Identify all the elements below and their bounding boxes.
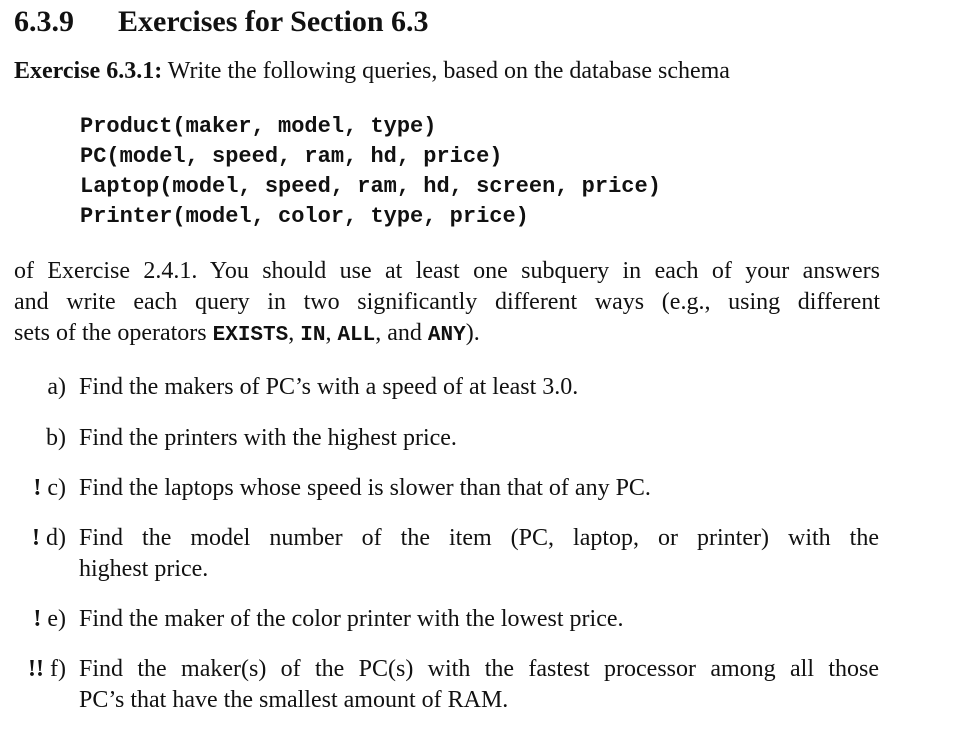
question-letter: a) [47,374,66,400]
operator-in: IN [300,324,326,347]
question-letter: b) [46,425,66,451]
question-marker [18,604,66,635]
question-marker [18,523,66,554]
question-line: Find the printers with the highest price. [79,425,457,451]
operator-all: ALL [337,324,376,347]
question-text [79,423,879,454]
question-letter: f) [50,656,66,682]
question-marker [18,654,66,685]
question-marker [18,423,66,454]
question-text [79,372,879,403]
separator-3: , and [375,320,428,346]
question-line: Find the model number of the item (PC, laptop, or printer) with the [79,525,879,551]
schema-pc: PC(model, speed, ram, hd, price) [80,144,503,169]
schema-printer: Printer(model, color, type, price) [80,204,529,229]
difficulty-mark: ! [32,525,40,551]
operator-exists: EXISTS [212,324,289,347]
question-letter: c) [47,475,66,501]
exercise-intro [14,56,730,86]
question-text [79,604,879,635]
schema-laptop: Laptop(model, speed, ram, hd, screen, price) [80,174,661,199]
question-letter: d) [46,525,66,551]
section-number: 6.3.9 [14,5,74,38]
question-letter: e) [47,606,66,632]
question-marker [18,473,66,504]
exercise-intro-text: Write the following queries, based on the database schema [167,58,730,84]
instructions-line-2: and write each query in two significantly different ways (e.g., using different [14,289,880,315]
question-line: PC’s that have the smallest amount of RAM. [79,687,509,713]
question-line: highest price. [79,556,209,582]
question-line: Find the maker(s) of the PC(s) with the fastest processor among all those [79,656,879,682]
difficulty-mark: !! [28,656,45,682]
operator-any: ANY [427,324,466,347]
section-heading [14,2,429,42]
question-text [79,654,879,716]
instructions-line-3-post: ). [465,320,480,346]
difficulty-mark: ! [33,606,42,632]
separator-1: , [288,320,301,346]
instructions-line-1: of Exercise 2.4.1. You should use at least one subquery in each of your answers [14,258,880,284]
question-text [79,523,879,585]
question-line: Find the laptops whose speed is slower than that of any PC. [79,475,651,501]
question-line: Find the maker of the color printer with the lowest price. [79,606,624,632]
question-line: Find the makers of PC’s with a speed of at least 3.0. [79,374,579,400]
question-marker [18,372,66,403]
question-text [79,473,879,504]
database-schema [80,112,661,232]
instructions-line-3 [14,318,880,349]
section-title: Exercises for Section 6.3 [118,5,429,38]
instructions-paragraph [14,256,880,349]
separator-2: , [325,320,338,346]
instructions-line-3-pre: sets of the operators [14,320,213,346]
exercise-label: Exercise 6.3.1: [14,58,163,84]
difficulty-mark: ! [33,475,42,501]
schema-product: Product(maker, model, type) [80,114,437,139]
